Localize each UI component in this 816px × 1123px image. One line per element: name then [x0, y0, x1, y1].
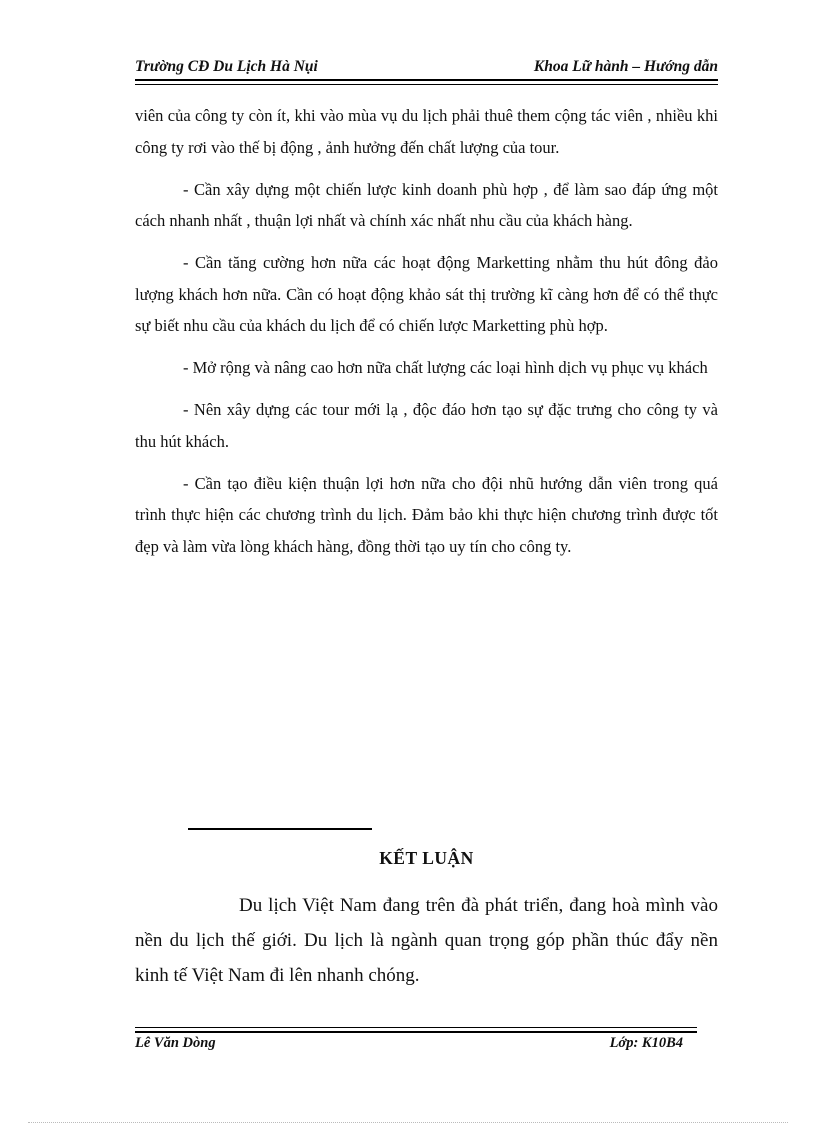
header-rule-thin [135, 84, 718, 85]
header-school-name: Trường CĐ Du Lịch Hà Nụi [135, 58, 318, 75]
paragraph-continuation: viên của công ty còn ít, khi vào mùa vụ du lịch phải thuê them cộng tác viên , nhiều khi công ty rơi vào thế bị động , ảnh hưởng đến chất lượng của tour. [135, 106, 718, 157]
footer-rule-thick [135, 1031, 697, 1033]
conclusion-section [135, 888, 718, 993]
footer-author: Lê Văn Dòng [135, 1035, 216, 1051]
paragraph-services: - Mở rộng và nâng cao hơn nữa chất lượng các loại hình dịch vụ phục vụ khách [183, 358, 708, 377]
section-title: KẾT LUẬN [379, 848, 474, 868]
footer-rule-thin [135, 1027, 697, 1028]
paragraph-tour-guides: - Cần tạo điều kiện thuận lợi hơn nữa cho đội nhũ hướng dẫn viên trong quá trình thực hiện các chương trình du lịch. Đảm bảo khi thực hiện chương trình được tốt đẹp và làm vừa lòng khách hàng, đồng thời tạo uy tín cho công ty. [135, 473, 718, 556]
footer-class: Lớp: K10B4 [609, 1035, 683, 1051]
body-text [135, 100, 718, 573]
header-department: Khoa Lữ hành – Hướng dẫn [533, 58, 718, 75]
section-divider [188, 828, 372, 830]
paragraph-strategy: - Cần xây dựng một chiến lược kinh doanh phù hợp , để làm sao đáp ứng một cách nhanh nhất , thuận lợi nhất và chính xác nhất nhu cầu của khách hàng. [135, 179, 718, 230]
conclusion-paragraph: Du lịch Việt Nam đang trên đà phát triển, đang hoà mình vào nền du lịch thế giới. Du lịch là ngành quan trọng góp phần thúc đẩy nền kinh tế Việt Nam đi lên nhanh chóng. [135, 895, 718, 986]
page-header [135, 58, 718, 80]
paragraph-marketing: - Cần tăng cường hơn nữa các hoạt động Marketting nhằm thu hút đông đảo lượng khách hơn nữa. Cần có hoạt động khảo sát thị trường kĩ càng hơn để có thể thực sự biết nhu cầu của khách du lịch để có chiến lược Marketting phù hợp. [135, 253, 718, 335]
page-footer [135, 1035, 697, 1055]
header-rule-thick [135, 79, 718, 81]
paragraph-new-tours: - Nên xây dựng các tour mới lạ , độc đáo hơn tạo sự đặc trưng cho công ty và thu hút khách. [135, 400, 718, 451]
